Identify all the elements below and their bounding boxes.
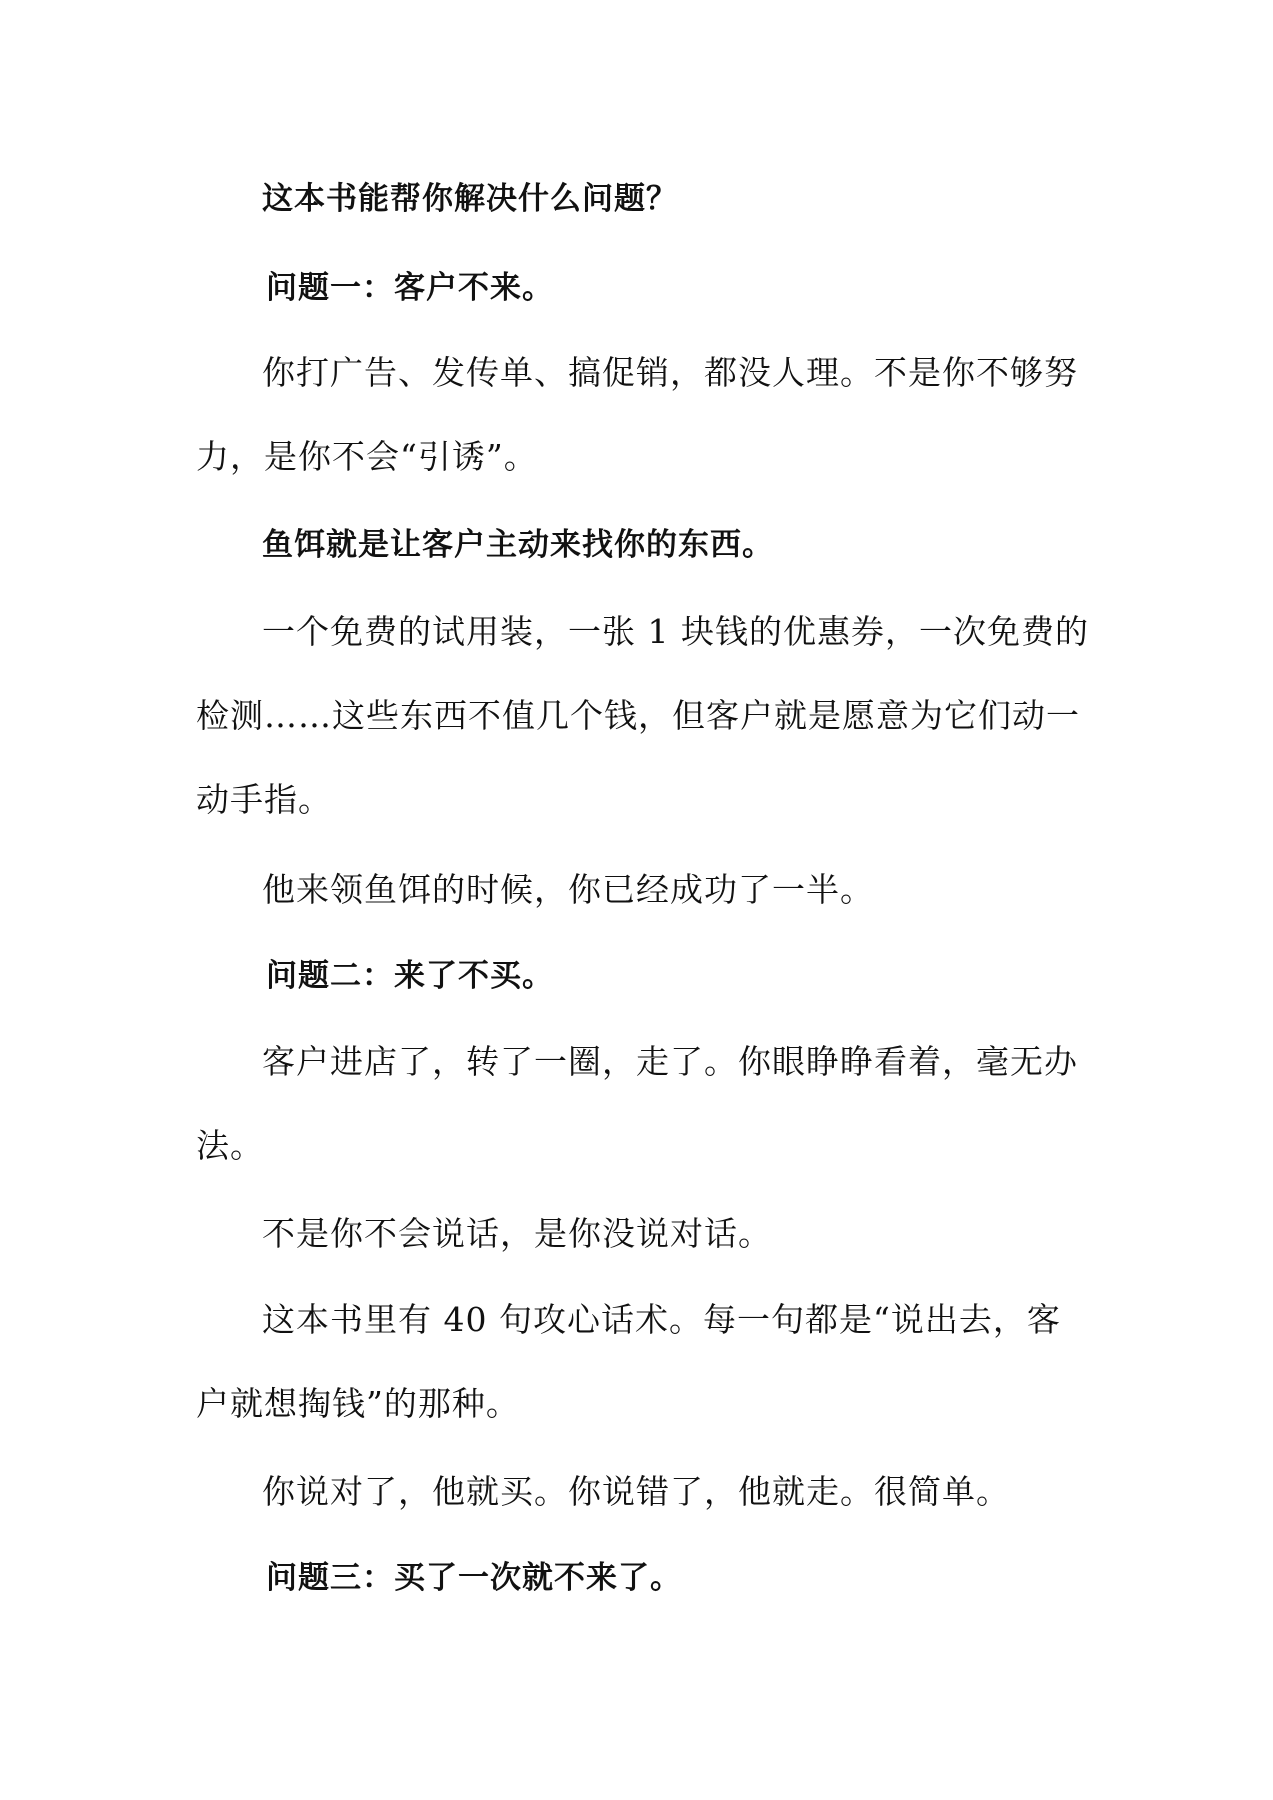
problem-2-heading: 问题二：来了不买。 xyxy=(266,958,554,994)
problem-2-paragraph-4: 你说对了，他就买。你说错了，他就走。很简单。 xyxy=(262,1472,1010,1511)
problem-1-paragraph-2 xyxy=(196,590,1089,842)
problem-2-paragraph-2: 不是你不会说话，是你没说对话。 xyxy=(262,1214,772,1253)
problem-1-heading: 问题一：客户不来。 xyxy=(266,270,554,306)
text-line: 力，是你不会“引诱”。 xyxy=(196,437,538,476)
text-line: 你打广告、发传单、搞促销，都没人理。不是你不够努 xyxy=(262,353,1078,392)
problem-1-paragraph-1 xyxy=(196,331,1078,499)
problem-1-paragraph-3: 他来领鱼饵的时候，你已经成功了一半。 xyxy=(262,870,874,909)
problem-2-paragraph-3 xyxy=(196,1278,1061,1446)
text-line: 客户进店了，转了一圈，走了。你眼睁睁看着，毫无办 xyxy=(262,1042,1078,1081)
text-line: 这本书里有 40 句攻心话术。每一句都是“说出去，客 xyxy=(262,1300,1061,1339)
page-title: 这本书能帮你解决什么问题？ xyxy=(262,181,678,217)
problem-2-paragraph-1 xyxy=(196,1020,1078,1188)
emphasis-line: 鱼饵就是让客户主动来找你的东西。 xyxy=(262,527,774,563)
text-line: 户就想掏钱”的那种。 xyxy=(196,1384,520,1423)
problem-3-heading: 问题三：买了一次就不来了。 xyxy=(266,1560,682,1596)
text-line: 一个免费的试用装，一张 1 块钱的优惠券，一次免费的 xyxy=(262,612,1089,651)
text-line: 动手指。 xyxy=(196,780,332,819)
text-line: 检测……这些东西不值几个钱，但客户就是愿意为它们动一 xyxy=(196,696,1080,735)
text-line: 法。 xyxy=(196,1126,264,1165)
